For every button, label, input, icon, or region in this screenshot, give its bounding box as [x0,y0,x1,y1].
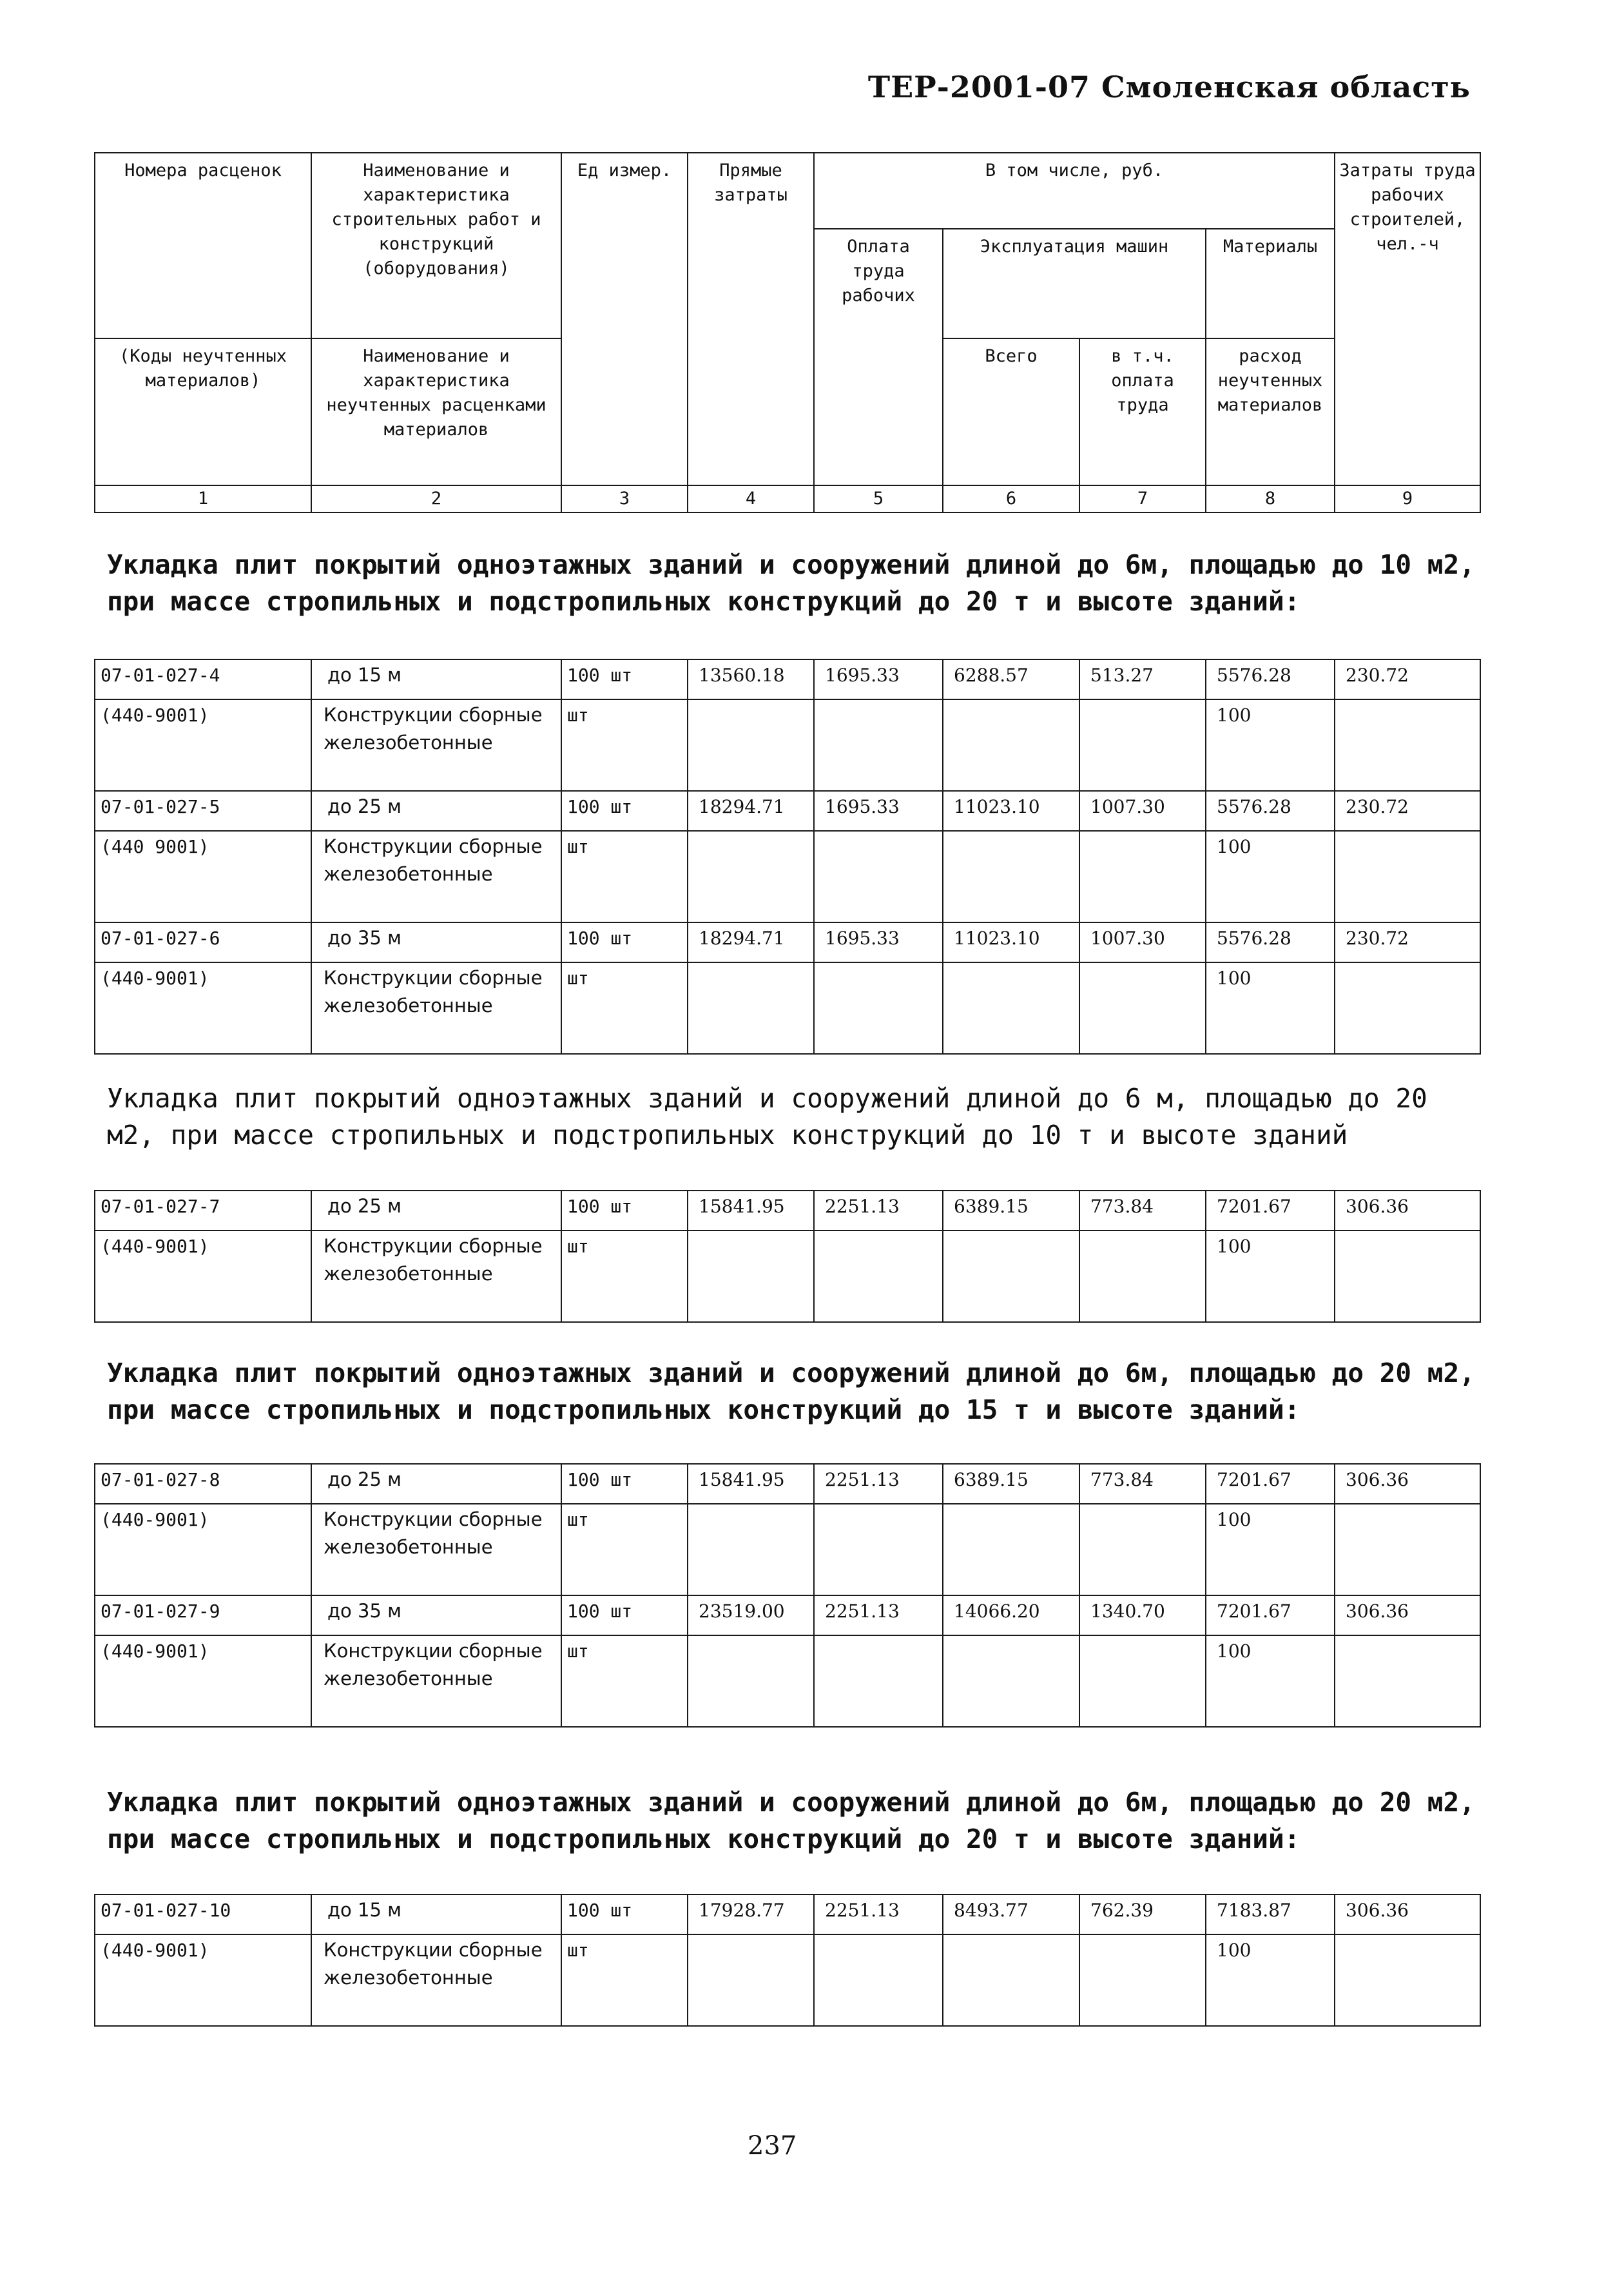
materials-cost: 7201.67 [1206,1595,1335,1635]
material-row [95,1231,1480,1322]
page-number: 237 [748,2131,797,2161]
header-rate-numbers: Номера расценок [95,153,311,338]
header-labor-pay: Оплата труда рабочих [814,229,943,485]
machines-labor: 773.84 [1079,1464,1206,1504]
column-number: 1 [95,485,311,512]
rate-unit: 100 шт [561,659,688,699]
labor-hours: 306.36 [1335,1595,1480,1635]
header-unit: Ед измер. [561,153,688,485]
material-name: Конструкции сборные железобетонные [311,1635,561,1727]
rate-name: до 35 м [311,922,561,962]
labor-pay: 1695.33 [814,659,943,699]
rate-unit: 100 шт [561,1894,688,1934]
material-name: Конструкции сборные железобетонные [311,699,561,791]
machines-total: 11023.10 [943,791,1079,831]
rate-unit: 100 шт [561,1191,688,1231]
material-row [95,831,1480,922]
header-machines-total: Всего [943,338,1079,485]
rate-code: 07-01-027-10 [95,1894,311,1934]
section-title: Укладка плит покрытий одноэтажных зданий и сооружений длиной до 6м, площадью до 20 м2, при массе стропильных и подстропильных конструкций до 20 т и высоте зданий: [107,1787,1475,1855]
machines-total: 8493.77 [943,1894,1079,1934]
materials-cost: 7183.87 [1206,1894,1335,1934]
section-title: Укладка плит покрытий одноэтажных зданий и сооружений длиной до 6м, площадью до 10 м2, при массе стропильных и подстропильных конструкций до 20 т и высоте зданий: [107,549,1475,617]
material-code: (440-9001) [95,1504,311,1595]
column-number: 4 [688,485,814,512]
material-row [95,1934,1480,2026]
header-labor-hours: Затраты труда рабочих строителей, чел.-ч [1335,153,1480,485]
materials-cost: 5576.28 [1206,659,1335,699]
machines-total: 6389.15 [943,1464,1079,1504]
column-header-table [94,152,1481,513]
header-machines-labor: в т.ч. оплата труда [1079,338,1206,485]
material-quantity: 100 [1206,1934,1335,2026]
material-unit: шт [561,831,688,922]
direct-costs: 13560.18 [688,659,814,699]
header-direct-costs: Прямые затраты [688,153,814,485]
column-number: 5 [814,485,943,512]
rate-unit: 100 шт [561,791,688,831]
labor-hours: 306.36 [1335,1464,1480,1504]
material-name: Конструкции сборные железобетонные [311,831,561,922]
rate-name: до 15 м [311,1894,561,1934]
material-row [95,962,1480,1054]
rate-name: до 25 м [311,1464,561,1504]
rate-row [95,1894,1480,1934]
rate-unit: 100 шт [561,1464,688,1504]
material-quantity: 100 [1206,962,1335,1054]
column-number: 3 [561,485,688,512]
rate-code: 07-01-027-7 [95,1191,311,1231]
labor-hours: 306.36 [1335,1191,1480,1231]
rate-row [95,1595,1480,1635]
material-quantity: 100 [1206,1504,1335,1595]
material-row [95,1635,1480,1727]
labor-pay: 2251.13 [814,1464,943,1504]
column-number: 6 [943,485,1079,512]
material-name: Конструкции сборные железобетонные [311,962,561,1054]
labor-pay: 2251.13 [814,1894,943,1934]
material-unit: шт [561,962,688,1054]
labor-pay: 1695.33 [814,922,943,962]
rate-code: 07-01-027-9 [95,1595,311,1635]
material-unit: шт [561,699,688,791]
rate-code: 07-01-027-6 [95,922,311,962]
rate-unit: 100 шт [561,1595,688,1635]
labor-hours: 230.72 [1335,922,1480,962]
header-material-names: Наименование и характеристика неучтенных расценками материалов [311,338,561,485]
direct-costs: 18294.71 [688,791,814,831]
material-quantity: 100 [1206,831,1335,922]
material-code: (440-9001) [95,1231,311,1322]
machines-total: 6389.15 [943,1191,1079,1231]
column-number: 7 [1079,485,1206,512]
rate-row [95,659,1480,699]
header-materials: Материалы [1206,229,1335,338]
material-row [95,1504,1480,1595]
material-name: Конструкции сборные железобетонные [311,1504,561,1595]
machines-labor: 773.84 [1079,1191,1206,1231]
material-quantity: 100 [1206,699,1335,791]
rates-table [94,1463,1481,1728]
column-number: 8 [1206,485,1335,512]
rate-code: 07-01-027-5 [95,791,311,831]
rate-name: до 25 м [311,1191,561,1231]
labor-hours: 306.36 [1335,1894,1480,1934]
header-material-codes: (Коды неучтенных материалов) [95,338,311,485]
direct-costs: 15841.95 [688,1191,814,1231]
material-row [95,699,1480,791]
rate-code: 07-01-027-8 [95,1464,311,1504]
rate-code: 07-01-027-4 [95,659,311,699]
material-quantity: 100 [1206,1635,1335,1727]
section-title: Укладка плит покрытий одноэтажных зданий и сооружений длиной до 6 м, площадью до 20 м2, при массе стропильных и подстропильных конструкций до 10 т и высоте зданий [107,1083,1427,1151]
machines-labor: 1007.30 [1079,922,1206,962]
material-unit: шт [561,1934,688,2026]
material-quantity: 100 [1206,1231,1335,1322]
machines-total: 14066.20 [943,1595,1079,1635]
column-number: 9 [1335,485,1480,512]
machines-labor: 1007.30 [1079,791,1206,831]
machines-total: 11023.10 [943,922,1079,962]
material-name: Конструкции сборные железобетонные [311,1231,561,1322]
section-title: Укладка плит покрытий одноэтажных зданий и сооружений длиной до 6м, площадью до 20 м2, при массе стропильных и подстропильных конструкций до 15 т и высоте зданий: [107,1358,1475,1425]
materials-cost: 5576.28 [1206,791,1335,831]
rate-unit: 100 шт [561,922,688,962]
rate-name: до 15 м [311,659,561,699]
direct-costs: 18294.71 [688,922,814,962]
machines-total: 6288.57 [943,659,1079,699]
machines-labor: 762.39 [1079,1894,1206,1934]
direct-costs: 23519.00 [688,1595,814,1635]
material-code: (440-9001) [95,962,311,1054]
material-unit: шт [561,1231,688,1322]
material-unit: шт [561,1504,688,1595]
rate-row [95,1464,1480,1504]
rates-table [94,1190,1481,1323]
labor-pay: 2251.13 [814,1595,943,1635]
rate-row [95,922,1480,962]
header-including: В том числе, руб. [814,153,1335,229]
labor-hours: 230.72 [1335,659,1480,699]
materials-cost: 5576.28 [1206,922,1335,962]
materials-cost: 7201.67 [1206,1464,1335,1504]
rate-name: до 35 м [311,1595,561,1635]
rate-row [95,791,1480,831]
material-code: (440 9001) [95,831,311,922]
rate-name: до 25 м [311,791,561,831]
header-work-name: Наименование и характеристика строительных работ и конструкций (оборудования) [311,153,561,338]
rates-table [94,1894,1481,2027]
material-name: Конструкции сборные железобетонные [311,1934,561,2026]
machines-labor: 513.27 [1079,659,1206,699]
header-material-consumption: расход неучтенных материалов [1206,338,1335,485]
material-code: (440-9001) [95,699,311,791]
material-code: (440-9001) [95,1635,311,1727]
direct-costs: 15841.95 [688,1464,814,1504]
header-machine-operation: Эксплуатация машин [943,229,1206,338]
labor-pay: 1695.33 [814,791,943,831]
materials-cost: 7201.67 [1206,1191,1335,1231]
machines-labor: 1340.70 [1079,1595,1206,1635]
direct-costs: 17928.77 [688,1894,814,1934]
column-number: 2 [311,485,561,512]
material-code: (440-9001) [95,1934,311,2026]
labor-hours: 230.72 [1335,791,1480,831]
rates-table [94,659,1481,1055]
labor-pay: 2251.13 [814,1191,943,1231]
document-header: ТЕР-2001-07 Смоленская область [867,70,1471,104]
rate-row [95,1191,1480,1231]
material-unit: шт [561,1635,688,1727]
